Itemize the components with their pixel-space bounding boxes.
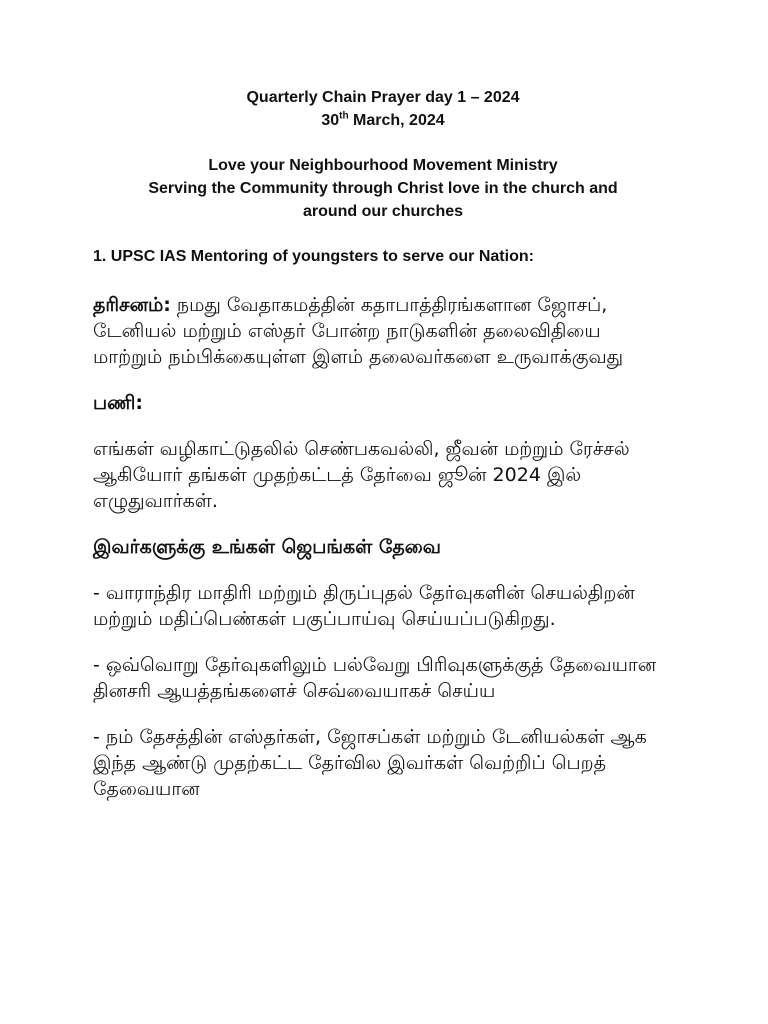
prayer-point-2: - ஒவ்வொறு தேர்வுகளிலும் பல்வேறு பிரிவுகளுக்குத் தேவையான தினசரி ஆயத்தங்களைச் செவ்வையாகச் செய்ய xyxy=(93,654,657,702)
document-page xyxy=(93,86,673,802)
date-day: 30 xyxy=(321,112,340,129)
prayer-point-3: - நம் தேசத்தின் எஸ்தர்கள், ஜோசப்கள் மற்றும் டேனியல்கள் ஆக இந்த ஆண்டு முதற்கட்ட தேர்வில இவர்கள் வெற்றிப் பெறத் தேவையான xyxy=(93,726,647,800)
vision-text: நமது வேதாகமத்தின் கதாபாத்திரங்களான ஜோசப், டேனியல் மற்றும் எஸ்தர் போன்ற நாடுகளின் தலைவிதியை மாற்றும் நம்பிக்கையுள்ள இளம் தலைவர்களை உருவாக்குவது xyxy=(93,294,624,368)
vision-paragraph xyxy=(93,292,673,370)
work-paragraph: எங்கள் வழிகாட்டுதலில் செண்பகவல்லி, ஜீவன் மற்றும் ரேச்சல் ஆகியோர் தங்கள் முதற்கட்டத் தேர்வை ஜூன் 2024 இல் எழுதுவார்கள். xyxy=(93,438,630,512)
tagline-line-2: around our churches xyxy=(302,203,464,220)
document-date xyxy=(93,109,673,132)
prayer-heading: இவர்களுக்கு உங்கள் ஜெபங்கள் தேவை xyxy=(93,536,441,558)
vision-label: தரிசனம்: xyxy=(93,294,171,316)
section-heading: 1. UPSC IAS Mentoring of youngsters to serve our Nation: xyxy=(93,248,534,265)
ministry-name: Love your Neighbourhood Movement Ministry xyxy=(208,157,558,174)
document-header xyxy=(93,86,673,223)
prayer-point-1: - வாராந்திர மாதிரி மற்றும் திருப்புதல் தேர்வுகளின் செயல்திறன் மற்றும் மதிப்பெண்கள் பகுப்பாய்வு செய்யப்படுகிறது. xyxy=(93,582,635,630)
date-suffix: th xyxy=(339,110,349,122)
tagline-line-1: Serving the Community through Christ love in the church and xyxy=(148,180,618,197)
document-title: Quarterly Chain Prayer day 1 – 2024 xyxy=(246,89,520,106)
date-rest: March, 2024 xyxy=(348,112,445,129)
work-label: பணி: xyxy=(93,392,143,414)
